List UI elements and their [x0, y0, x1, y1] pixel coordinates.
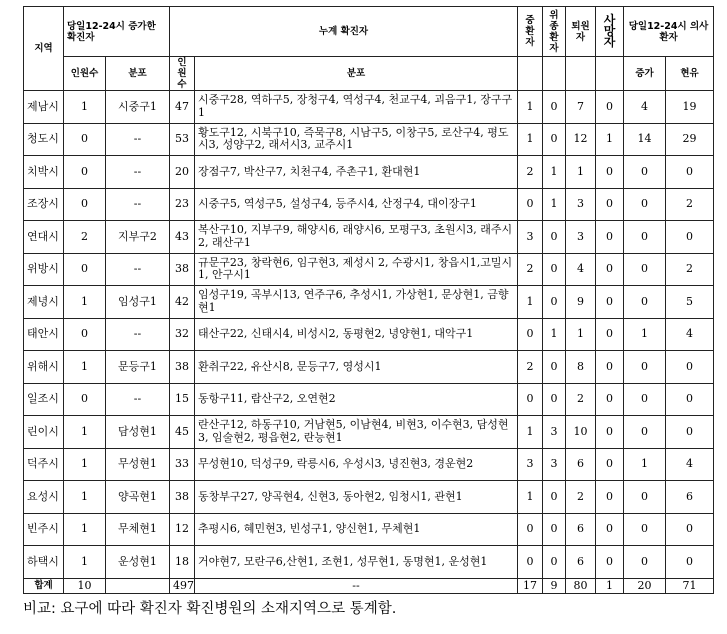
severe-cell: 1 [518, 91, 543, 124]
cumulative-count-cell: 38 [170, 481, 195, 514]
table-row [24, 546, 714, 579]
discharged-cell: 12 [566, 123, 596, 156]
table-row [24, 448, 714, 481]
severe-cell: 0 [518, 513, 543, 546]
suspected-current-cell: 5 [666, 286, 714, 319]
increase-count-cell: 2 [64, 221, 106, 254]
critical-cell: 0 [543, 383, 566, 416]
critical-cell: 1 [543, 318, 566, 351]
critical-cell: 0 [543, 351, 566, 384]
cumulative-count-cell: 18 [170, 546, 195, 579]
suspected-current-cell: 6 [666, 481, 714, 514]
severe-cell: 1 [518, 416, 543, 449]
subheader-count2: 인원수 [170, 57, 195, 91]
table-row [24, 91, 714, 124]
region-cell: 조장시 [24, 188, 64, 221]
total-cum-dist: -- [195, 578, 518, 593]
deaths-cell: 0 [596, 91, 624, 124]
increase-dist-cell: 문등구1 [106, 351, 170, 384]
subheader-empty [566, 57, 596, 91]
increase-count-cell: 0 [64, 156, 106, 189]
discharged-cell: 3 [566, 221, 596, 254]
discharged-cell: 2 [566, 481, 596, 514]
cumulative-count-cell: 23 [170, 188, 195, 221]
total-inc-dist [106, 578, 170, 593]
suspected-increase-cell: 14 [624, 123, 666, 156]
cumulative-count-cell: 33 [170, 448, 195, 481]
discharged-cell: 4 [566, 253, 596, 286]
discharged-cell: 6 [566, 448, 596, 481]
suspected-increase-cell: 1 [624, 318, 666, 351]
critical-cell: 0 [543, 513, 566, 546]
increase-count-cell: 0 [64, 383, 106, 416]
discharged-cell: 7 [566, 91, 596, 124]
region-cell: 제남시 [24, 91, 64, 124]
increase-dist-cell: 시중구1 [106, 91, 170, 124]
discharged-cell: 8 [566, 351, 596, 384]
severe-cell: 2 [518, 253, 543, 286]
critical-cell: 0 [543, 253, 566, 286]
increase-dist-cell: 담성현1 [106, 416, 170, 449]
header-daily-increase: 당일12-24시 증가한 확진자 [64, 7, 170, 57]
increase-count-cell: 1 [64, 448, 106, 481]
discharged-cell: 2 [566, 383, 596, 416]
table-row [24, 416, 714, 449]
increase-dist-cell: -- [106, 383, 170, 416]
subheader-count: 인원수 [64, 57, 106, 91]
table-body [24, 91, 714, 579]
table-row [24, 318, 714, 351]
severe-cell: 3 [518, 448, 543, 481]
increase-count-cell: 0 [64, 123, 106, 156]
suspected-increase-cell: 4 [624, 91, 666, 124]
total-critical: 9 [543, 578, 566, 593]
deaths-cell: 0 [596, 448, 624, 481]
region-cell: 린이시 [24, 416, 64, 449]
header-cumulative: 누계 확진자 [170, 7, 518, 57]
deaths-cell: 1 [596, 123, 624, 156]
increase-count-cell: 1 [64, 481, 106, 514]
suspected-current-cell: 2 [666, 253, 714, 286]
region-cell: 제녕시 [24, 286, 64, 319]
discharged-cell: 1 [566, 156, 596, 189]
total-row [24, 578, 714, 593]
discharged-cell: 1 [566, 318, 596, 351]
suspected-increase-cell: 0 [624, 351, 666, 384]
suspected-current-cell: 0 [666, 546, 714, 579]
cumulative-dist-cell: 규문구23, 창락현6, 임구현3, 제성시 2, 수광시1, 창읍시1,고밀시1, 안구시1 [195, 253, 518, 286]
deaths-cell: 0 [596, 383, 624, 416]
increase-count-cell: 1 [64, 91, 106, 124]
deaths-cell: 0 [596, 221, 624, 254]
increase-count-cell: 0 [64, 253, 106, 286]
suspected-increase-cell: 0 [624, 253, 666, 286]
subheader-current: 현유 [666, 57, 714, 91]
total-cum: 497 [170, 578, 195, 593]
region-cell: 위해시 [24, 351, 64, 384]
region-cell: 연대시 [24, 221, 64, 254]
increase-dist-cell: -- [106, 123, 170, 156]
discharged-cell: 9 [566, 286, 596, 319]
suspected-increase-cell: 0 [624, 383, 666, 416]
cumulative-dist-cell: 추평시6, 혜민현3, 빈성구1, 양신현1, 무체현1 [195, 513, 518, 546]
cumulative-count-cell: 20 [170, 156, 195, 189]
region-cell: 일조시 [24, 383, 64, 416]
cumulative-dist-cell: 복산구10, 지부구9, 해양시6, 래양시6, 모평구3, 초원시3, 래주시2, 래산구1 [195, 221, 518, 254]
cumulative-count-cell: 43 [170, 221, 195, 254]
discharged-cell: 6 [566, 546, 596, 579]
cumulative-count-cell: 15 [170, 383, 195, 416]
cumulative-dist-cell: 황도구12, 시북구10, 즉묵구8, 시남구5, 이창구5, 로산구4, 평도시3, 성양구2, 래서시3, 교주시1 [195, 123, 518, 156]
table-row [24, 123, 714, 156]
footnote: 비교: 요구에 따라 확진자 확진병원의 소재지역으로 통계함. [23, 601, 397, 617]
suspected-increase-cell: 0 [624, 481, 666, 514]
total-discharged: 80 [566, 578, 596, 593]
deaths-cell: 0 [596, 188, 624, 221]
deaths-cell: 0 [596, 351, 624, 384]
region-cell: 청도시 [24, 123, 64, 156]
increase-dist-cell: 무체현1 [106, 513, 170, 546]
cumulative-dist-cell: 동항구11, 람산구2, 오연현2 [195, 383, 518, 416]
table-row [24, 351, 714, 384]
critical-cell: 0 [543, 481, 566, 514]
suspected-current-cell: 19 [666, 91, 714, 124]
cumulative-dist-cell: 거야현7, 모란구6,산현1, 조현1, 성무현1, 동명현1, 운성현1 [195, 546, 518, 579]
increase-dist-cell: 임성구1 [106, 286, 170, 319]
critical-cell: 3 [543, 416, 566, 449]
severe-cell: 1 [518, 481, 543, 514]
suspected-increase-cell: 0 [624, 156, 666, 189]
suspected-current-cell: 4 [666, 318, 714, 351]
region-cell: 치박시 [24, 156, 64, 189]
deaths-cell: 0 [596, 156, 624, 189]
critical-cell: 1 [543, 156, 566, 189]
severe-cell: 3 [518, 221, 543, 254]
cumulative-dist-cell: 환취구22, 유산시8, 문등구7, 영성시1 [195, 351, 518, 384]
severe-cell: 0 [518, 383, 543, 416]
region-cell: 위방시 [24, 253, 64, 286]
increase-dist-cell: 무성현1 [106, 448, 170, 481]
table-row [24, 156, 714, 189]
subheader-empty [518, 57, 543, 91]
increase-dist-cell: -- [106, 318, 170, 351]
table-row [24, 188, 714, 221]
suspected-current-cell: 0 [666, 416, 714, 449]
critical-cell: 0 [543, 546, 566, 579]
total-sus-cur: 71 [666, 578, 714, 593]
total-severe: 17 [518, 578, 543, 593]
critical-cell: 0 [543, 91, 566, 124]
critical-cell: 0 [543, 286, 566, 319]
header-severe: 중환자 [518, 7, 543, 57]
cumulative-dist-cell: 무성현10, 덕성구9, 락릉시6, 우성시3, 녕진현3, 경운현2 [195, 448, 518, 481]
cumulative-count-cell: 45 [170, 416, 195, 449]
increase-dist-cell: -- [106, 253, 170, 286]
increase-dist-cell: 양곡현1 [106, 481, 170, 514]
deaths-cell: 0 [596, 286, 624, 319]
header-row-main [24, 7, 714, 57]
increase-count-cell: 0 [64, 318, 106, 351]
cumulative-count-cell: 42 [170, 286, 195, 319]
subheader-increase: 증가 [624, 57, 666, 91]
cumulative-dist-cell: 장점구7, 박산구7, 치천구4, 주촌구1, 환대현1 [195, 156, 518, 189]
header-critical: 위종환자 [543, 7, 566, 57]
deaths-cell: 0 [596, 318, 624, 351]
table-row [24, 481, 714, 514]
cumulative-dist-cell: 임성구19, 곡부시13, 연주구6, 추성시1, 가상현1, 문상현1, 금향현1 [195, 286, 518, 319]
severe-cell: 0 [518, 318, 543, 351]
increase-count-cell: 1 [64, 513, 106, 546]
cumulative-count-cell: 53 [170, 123, 195, 156]
critical-cell: 0 [543, 221, 566, 254]
suspected-current-cell: 2 [666, 188, 714, 221]
cumulative-count-cell: 38 [170, 351, 195, 384]
increase-dist-cell: 운성현1 [106, 546, 170, 579]
suspected-current-cell: 0 [666, 351, 714, 384]
increase-dist-cell: -- [106, 188, 170, 221]
critical-cell: 0 [543, 123, 566, 156]
suspected-current-cell: 0 [666, 383, 714, 416]
increase-count-cell: 1 [64, 351, 106, 384]
deaths-cell: 0 [596, 253, 624, 286]
suspected-increase-cell: 0 [624, 188, 666, 221]
increase-count-cell: 1 [64, 286, 106, 319]
deaths-cell: 0 [596, 416, 624, 449]
table-row [24, 253, 714, 286]
severe-cell: 2 [518, 156, 543, 189]
confirmed-cases-table [23, 6, 714, 594]
increase-dist-cell: -- [106, 156, 170, 189]
header-discharged: 퇴원자 [566, 7, 596, 57]
cumulative-count-cell: 32 [170, 318, 195, 351]
total-sus-inc: 20 [624, 578, 666, 593]
cumulative-count-cell: 12 [170, 513, 195, 546]
suspected-current-cell: 4 [666, 448, 714, 481]
severe-cell: 1 [518, 123, 543, 156]
region-cell: 하택시 [24, 546, 64, 579]
suspected-increase-cell: 0 [624, 546, 666, 579]
suspected-current-cell: 0 [666, 156, 714, 189]
cumulative-dist-cell: 태산구22, 신태시4, 비성시2, 동평현2, 녕양현1, 대악구1 [195, 318, 518, 351]
deaths-cell: 0 [596, 481, 624, 514]
discharged-cell: 6 [566, 513, 596, 546]
increase-dist-cell: 지부구2 [106, 221, 170, 254]
table-row [24, 513, 714, 546]
table-row [24, 221, 714, 254]
suspected-current-cell: 0 [666, 221, 714, 254]
severe-cell: 0 [518, 546, 543, 579]
subheader-empty [596, 57, 624, 91]
critical-cell: 3 [543, 448, 566, 481]
header-suspected: 당일12-24시 의사환자 [624, 7, 714, 57]
discharged-cell: 10 [566, 416, 596, 449]
severe-cell: 1 [518, 286, 543, 319]
increase-count-cell: 1 [64, 546, 106, 579]
discharged-cell: 3 [566, 188, 596, 221]
total-label: 합계 [24, 578, 64, 593]
subheader-dist: 분포 [106, 57, 170, 91]
header-region: 지역 [24, 7, 64, 91]
severe-cell: 0 [518, 188, 543, 221]
region-cell: 요성시 [24, 481, 64, 514]
severe-cell: 2 [518, 351, 543, 384]
suspected-current-cell: 29 [666, 123, 714, 156]
region-cell: 빈주시 [24, 513, 64, 546]
region-cell: 덕주시 [24, 448, 64, 481]
table-row [24, 383, 714, 416]
suspected-increase-cell: 1 [624, 448, 666, 481]
cumulative-dist-cell: 란산구12, 하동구10, 거남현5, 이남현4, 비현3, 이수현3, 담성현3, 임술현2, 평읍현2, 란능현1 [195, 416, 518, 449]
cumulative-dist-cell: 시중구28, 역하구5, 장청구4, 역성구4, 천교구4, 괴음구1, 장구구1 [195, 91, 518, 124]
deaths-cell: 0 [596, 513, 624, 546]
suspected-current-cell: 0 [666, 513, 714, 546]
subheader-dist2: 분포 [195, 57, 518, 91]
deaths-cell: 0 [596, 546, 624, 579]
report-table-wrapper [23, 6, 713, 594]
header-row-sub [24, 57, 714, 91]
region-cell: 태안시 [24, 318, 64, 351]
header-deaths: 사망자 [596, 7, 624, 57]
increase-count-cell: 0 [64, 188, 106, 221]
suspected-increase-cell: 0 [624, 286, 666, 319]
increase-count-cell: 1 [64, 416, 106, 449]
cumulative-dist-cell: 동창부구27, 양곡현4, 신현3, 동아현2, 임청시1, 관현1 [195, 481, 518, 514]
cumulative-count-cell: 38 [170, 253, 195, 286]
cumulative-count-cell: 47 [170, 91, 195, 124]
total-inc: 10 [64, 578, 106, 593]
table-row [24, 286, 714, 319]
cumulative-dist-cell: 시중구5, 역성구5, 설성구4, 등주시4, 산정구4, 대이장구1 [195, 188, 518, 221]
suspected-increase-cell: 0 [624, 513, 666, 546]
critical-cell: 1 [543, 188, 566, 221]
total-deaths: 1 [596, 578, 624, 593]
suspected-increase-cell: 0 [624, 416, 666, 449]
suspected-increase-cell: 0 [624, 221, 666, 254]
subheader-empty [543, 57, 566, 91]
